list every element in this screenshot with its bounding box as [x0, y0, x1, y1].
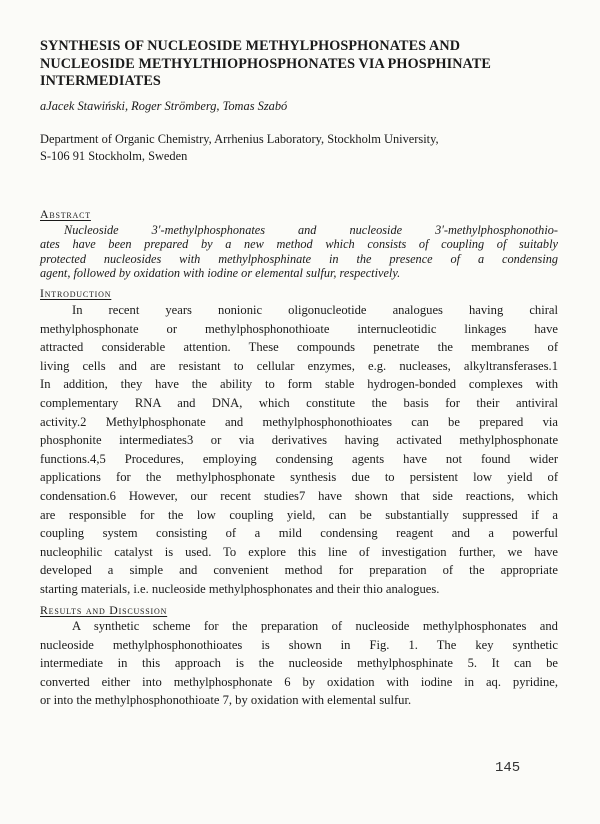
- abstract-line: Nucleoside 3′-methylphosphonates and nucleoside 3′-methylphosphonothio-: [64, 223, 558, 237]
- title-line: NUCLEOSIDE METHYLTHIOPHOSPHONATES VIA PHOSPHINATE: [40, 55, 491, 72]
- introduction-heading: Introduction: [40, 286, 112, 300]
- results-heading: Results and Discussion: [40, 603, 168, 617]
- intro-line: developed a simple and convenient method for preparation of the appropriate: [40, 563, 558, 578]
- affiliation-line: Department of Organic Chemistry, Arrhenius Laboratory, Stockholm University,: [40, 132, 439, 146]
- results-line: or into the methylphosphonothioate 7, by oxidation with elemental sulfur.: [40, 693, 412, 708]
- abstract-line: protected nucleosides with methylphosphinate in the presence of a condensing: [40, 251, 559, 266]
- intro-line: activity.2 Methylphosphonate and methylphosphonothioates can be prepared via: [40, 414, 558, 429]
- intro-line: living cells and are resistant to cellular enzymes, e.g. nucleases, alkyltransferases.1: [40, 358, 558, 373]
- abstract-line: ates have been prepared by a new method which consists of coupling of suitably: [40, 237, 558, 252]
- abstract-heading: Abstract: [40, 207, 91, 221]
- results-line: converted either into methylphosphonate 6 by oxidation with iodine in aq. pyridine,: [40, 674, 559, 689]
- results-text: [40, 617, 558, 710]
- introduction-text: [40, 301, 558, 599]
- abstract-text: [40, 223, 558, 281]
- results-line: A synthetic scheme for the preparation of nucleoside methylphosphonates and: [72, 619, 558, 633]
- intro-line: starting materials, i.e. nucleoside methylphosphonates and their thio analogues.: [40, 581, 440, 596]
- intro-line: applications for the methylphosphonate synthesis due to persistent low yield of: [40, 470, 559, 485]
- results-line: nucleoside methylphosphonothioates is shown in Fig. 1. The key synthetic: [40, 637, 559, 652]
- intro-line: condensation.6 However, our recent studies7 have shown that side reactions, which: [40, 488, 559, 503]
- affiliation-line: S-106 91 Stockholm, Sweden: [40, 149, 188, 163]
- author-list: aJacek Stawiński, Roger Strömberg, Tomas Szabó: [40, 99, 288, 113]
- affiliation: [40, 131, 439, 165]
- intro-line: attracted considerable attention. These compounds penetrate the membranes of: [40, 340, 559, 355]
- results-line: intermediate in this approach is the nucleoside methylphosphinate 5. It can be: [40, 656, 558, 671]
- page-number: 145: [495, 760, 521, 776]
- intro-line: coupling system consisting of a mild condensing reagent and a powerful: [40, 526, 558, 541]
- intro-line: are responsible for the low coupling yield, can be substantially suppressed if a: [40, 507, 559, 522]
- intro-line: nucleophilic catalyst is used. To explore this line of investigation further, we have: [40, 544, 558, 559]
- title-line: INTERMEDIATES: [40, 73, 161, 89]
- intro-line: phosphonite intermediates3 or via derivatives having activated methylphosphonate: [40, 433, 559, 448]
- intro-line: In recent years nonionic oligonucleotide analogues having chiral: [72, 303, 559, 317]
- intro-line: complementary RNA and DNA, which constitute the basis for their antiviral: [40, 395, 558, 410]
- intro-line: methylphosphonate or methylphosphonothioate internucleotidic linkages have: [40, 321, 559, 336]
- paper-title: [40, 38, 560, 91]
- abstract-line: agent, followed by oxidation with iodine or elemental sulfur, respectively.: [40, 266, 401, 281]
- intro-line: functions.4,5 Procedures, employing condensing agents have not found wider: [40, 451, 559, 466]
- title-line: SYNTHESIS OF NUCLEOSIDE METHYLPHOSPHONATES AND: [40, 38, 461, 54]
- intro-line: In addition, they have the ability to form stable hydrogen-bonded complexes with: [40, 377, 558, 392]
